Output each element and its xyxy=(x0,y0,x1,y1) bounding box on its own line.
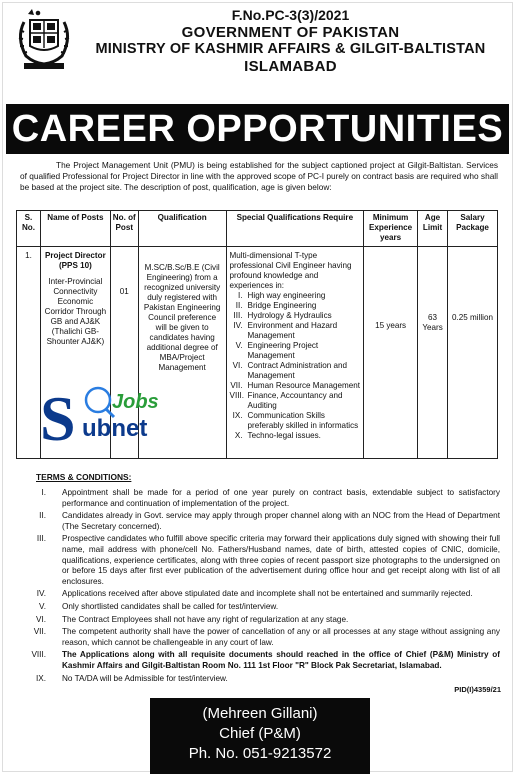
special-item-text: Engineering Project Management xyxy=(247,341,319,360)
term-number: II. xyxy=(39,511,46,521)
post-name: Project Director xyxy=(45,251,106,260)
term-number: IV. xyxy=(36,589,46,599)
header-post-name: Name of Posts xyxy=(40,211,110,247)
special-item-number: V. xyxy=(235,341,243,350)
cell-qualification: M.SC/B.Sc/B.E (Civil Engineering) from a recognized university duly registered with Pakistan Engineering Council preference will be given to candidates having additional degree of MBA/Project Management xyxy=(138,247,226,459)
header-age: Age Limit xyxy=(418,211,448,247)
table-header-row xyxy=(17,211,498,247)
special-item-text: Techno-legal issues. xyxy=(247,431,321,440)
special-item xyxy=(230,361,361,381)
term-item xyxy=(22,615,500,626)
term-text: Candidates already in Govt. service may apply through proper channel along with an NOC from the Head of Department (The Secretary concerned). xyxy=(62,511,500,531)
post-scale: (PPS 10) xyxy=(58,261,92,270)
special-item xyxy=(230,411,361,431)
special-item-text: Contract Administration and Management xyxy=(247,361,347,380)
special-item xyxy=(230,311,361,321)
special-item-text: Finance, Accountancy and Auditing xyxy=(247,391,343,410)
term-item xyxy=(22,650,500,671)
term-text: The Applications along with all requisite documents should reached in the office of Chief (P&M) Ministry of Kashmir Affairs and Gilgit-Baltistan Room No. 111 1st Floor "R" Block Pak Secretariat, Islamabad. xyxy=(62,650,500,670)
term-text: No TA/DA will be Admissible for test/interview. xyxy=(62,673,228,683)
government-emblem-icon xyxy=(14,8,72,70)
special-item-text: Bridge Engineering xyxy=(247,301,317,310)
header xyxy=(0,0,515,100)
term-item xyxy=(22,627,500,648)
cell-salary: 0.25 million xyxy=(448,247,498,459)
signature-block xyxy=(150,698,370,774)
term-number: VII. xyxy=(33,627,46,637)
special-item xyxy=(230,391,361,411)
header-salary: Salary Package xyxy=(448,211,498,247)
term-item xyxy=(22,674,500,685)
special-item xyxy=(230,301,361,311)
special-item-number: VII. xyxy=(230,381,243,390)
term-text: Applications received after above stipulated date and incomplete shall not be entertained and summarily rejected. xyxy=(62,589,473,599)
special-item xyxy=(230,291,361,301)
term-text: Prospective candidates who fulfill above specific criteria may forward their applications duly signed with showing their full name, mail address with phone/cell No. Fathers/Husband names, date of birth, attested copies of CNIC, domicile, qualifications, experience certificates, along with three copies of recent passport size photographs to the undersigned on or before 15 days after first ever publication of the advertisement during office hour and get receipt along with list of all enclosures. xyxy=(62,534,500,586)
term-text: Only shortlisted candidates shall be called for test/interview. xyxy=(62,601,279,611)
special-item-number: VIII. xyxy=(229,391,244,400)
term-number: IX. xyxy=(35,673,46,683)
cell-special-qualifications xyxy=(226,247,364,459)
header-lines xyxy=(72,7,509,75)
special-item-text: Human Resource Management xyxy=(247,381,361,390)
file-number: F.No.PC-3(3)/2021 xyxy=(231,7,350,23)
special-item xyxy=(230,431,361,441)
term-item xyxy=(22,534,500,587)
cell-sno: 1. xyxy=(17,247,41,459)
officer-phone: Ph. No. 051-9213572 xyxy=(188,745,332,762)
special-item xyxy=(230,341,361,361)
special-intro: Multi-dimensional T-type professional Civil Engineer having profound knowledge and experiences in: xyxy=(229,251,352,290)
special-item-text: Communication Skills preferably skilled in informatics xyxy=(247,411,359,430)
header-qualification: Qualification xyxy=(138,211,226,247)
career-banner: CAREER OPPORTUNITIES xyxy=(6,104,509,154)
government-title: GOVERNMENT OF PAKISTAN xyxy=(181,24,400,41)
watermark-logo xyxy=(40,378,180,448)
ministry-title: MINISTRY OF KASHMIR AFFAIRS & GILGIT-BALTISTAN xyxy=(95,41,486,57)
watermark-line2: ubnet xyxy=(82,415,148,442)
special-list xyxy=(230,291,361,441)
officer-name: (Mehreen Gillani) xyxy=(202,705,318,722)
term-number: I. xyxy=(41,488,46,497)
header-special-qualifications: Special Qualifications Require xyxy=(226,211,364,247)
intro-paragraph: The Project Management Unit (PMU) is being established for the subject captioned project at Gilgit-Baltistan. Services of qualified Professional for Project Director in line with the approved scope of PC-I purely on contract basis are required who shall be based at the project site. The description of post, qualification, age is given below: xyxy=(20,160,498,192)
term-number: V. xyxy=(39,601,46,611)
terms-title: TERMS & CONDITIONS: xyxy=(36,472,132,482)
term-item xyxy=(22,602,500,613)
special-item-number: III. xyxy=(233,311,243,320)
special-item xyxy=(230,381,361,391)
special-item-number: X. xyxy=(234,431,243,440)
term-text: The competent authority shall have the power of cancellation of any or all processes at any stage without assigning any reason, which cannot be challengeable in any court of law. xyxy=(62,627,500,647)
cell-age: 63 Years xyxy=(418,247,448,459)
special-item-number: VI. xyxy=(232,361,243,370)
officer-designation: Chief (P&M) xyxy=(219,725,301,742)
special-item-text: Environment and Hazard Management xyxy=(247,321,338,340)
term-text: The Contract Employees shall not have any right of regularization at any stage. xyxy=(62,614,349,624)
special-item-number: II. xyxy=(235,301,243,310)
special-item-text: Hydrology & Hydraulics xyxy=(247,311,332,320)
special-item-number: IX. xyxy=(232,411,243,420)
term-number: III. xyxy=(36,534,46,544)
special-item-number: IV. xyxy=(233,321,243,330)
header-no-of-post: No. of Post xyxy=(110,211,138,247)
special-item-text: High way engineering xyxy=(247,291,326,300)
header-experience: Minimum Experience years xyxy=(364,211,418,247)
special-item-number: I. xyxy=(238,291,243,300)
term-item xyxy=(22,589,500,600)
pid-number: PID(I)4359/21 xyxy=(454,685,501,694)
terms-list xyxy=(22,488,500,686)
term-item xyxy=(22,511,500,532)
term-text: Appointment shall be made for a period of one year purely on contract basis, extendable subject to satisfactory performance and continuation of implementation of the project. xyxy=(62,488,500,508)
term-item xyxy=(22,488,500,509)
special-item xyxy=(230,321,361,341)
watermark-line1: Jobs xyxy=(112,391,159,413)
city-title: ISLAMABAD xyxy=(244,58,337,75)
post-description: Inter-Provincial Connectivity Economic Corridor Through GB and AJ&K (Thalichi GB- Shounter AJ&K) xyxy=(44,277,107,346)
cell-experience: 15 years xyxy=(364,247,418,459)
header-sno: S. No. xyxy=(17,211,41,247)
term-number: VI. xyxy=(35,614,46,624)
watermark-letter: S xyxy=(40,383,76,448)
term-number: VIII. xyxy=(31,650,46,660)
cell-no-of-post: 01 xyxy=(110,247,138,459)
